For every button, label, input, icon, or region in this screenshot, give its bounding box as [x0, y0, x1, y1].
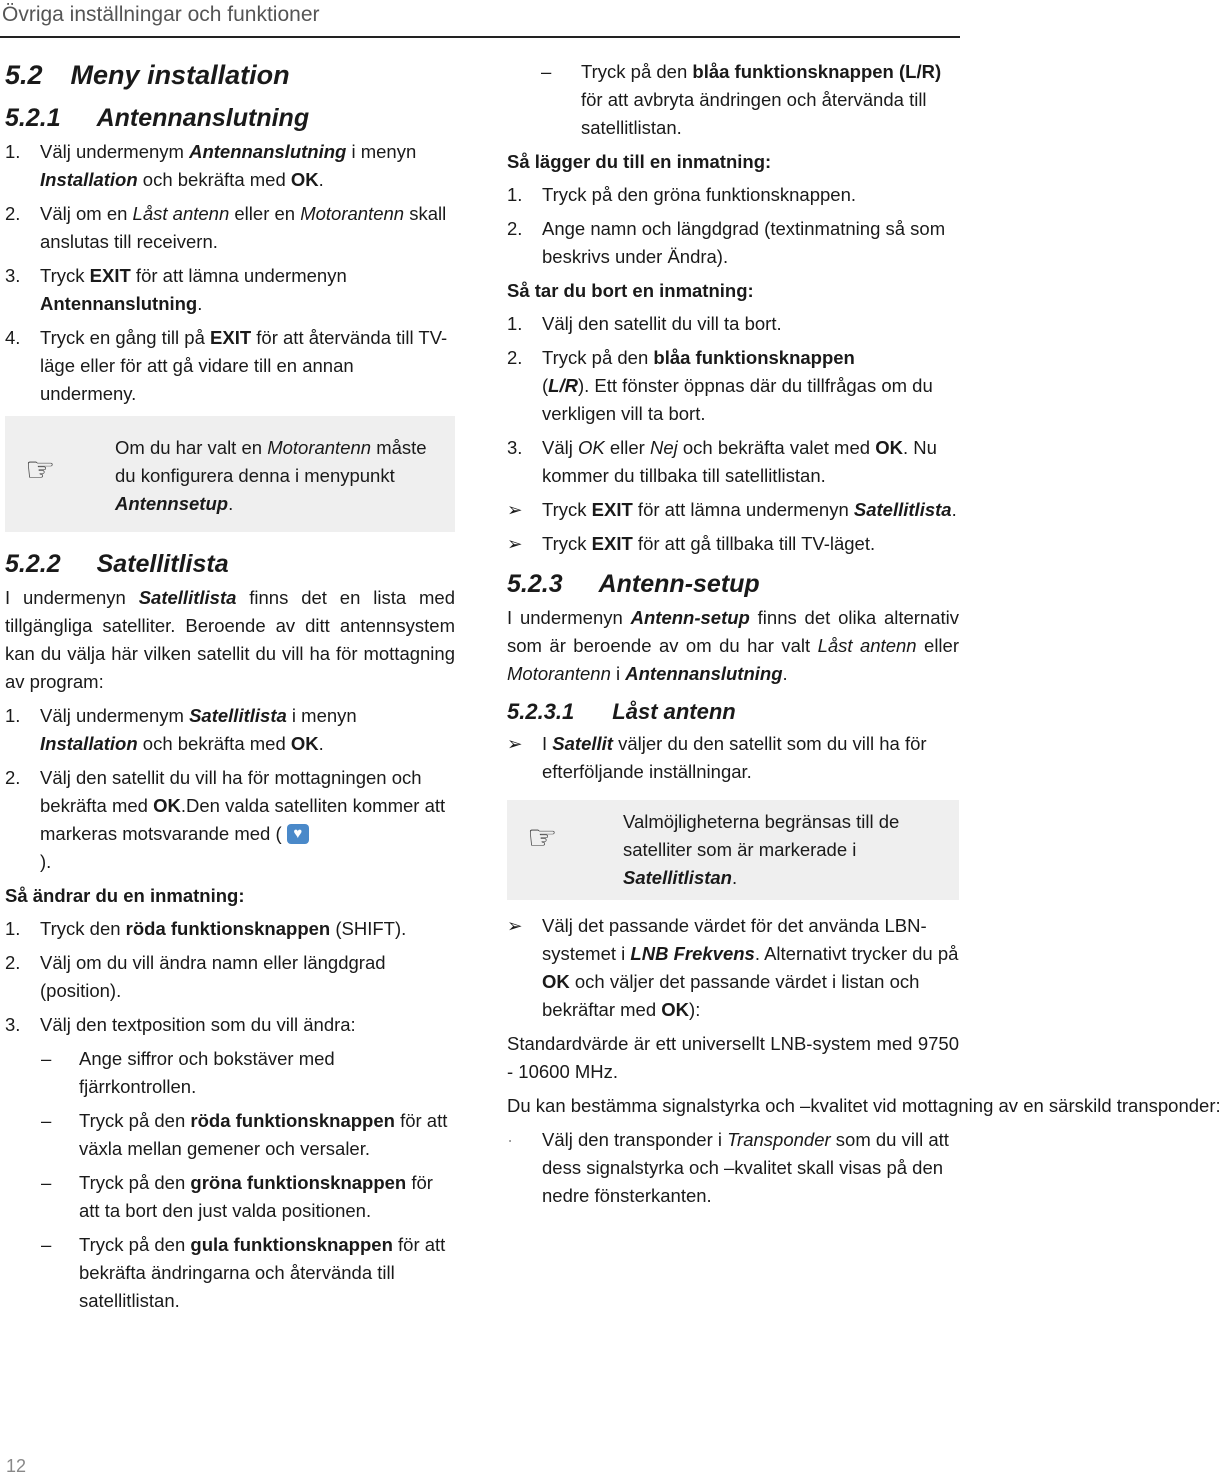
pointing-hand-icon: ☞ — [25, 451, 56, 489]
list-item: 1. Tryck den röda funktionsknappen (SHIFT). — [5, 918, 407, 939]
right-column — [507, 58, 1221, 1216]
arrow-bullet-icon: ➢ — [507, 733, 523, 754]
list-item: · Välj den transponder i Transponder som du vill att dess signalstyrka och –kvalitet skall visas på den nedre fönsterkanten. — [507, 1129, 949, 1206]
note-box: ☞ Valmöjligheterna begränsas till de satelliter som är markerade i Satellitlistan. — [507, 800, 959, 900]
paragraph: Du kan bestämma signalstyrka och –kvalitet vid mottagning av en särskild transponder: — [507, 1095, 1221, 1116]
arrow-item: ➢ Välj det passande värdet för det använda LBN-systemet i LNB Frekvens. Alternativt trycker du på OK och väljer det passande värdet i listan och bekräftar med OK): — [507, 912, 959, 1024]
section-5-2-3-heading: 5.2.3 Antenn-setup — [507, 570, 760, 598]
arrow-item: ➢ I Satellit väljer du den satellit som du vill ha för efterföljande inställningar. — [507, 730, 959, 786]
subheading: Så lägger du till en inmatning: — [507, 151, 772, 172]
arrow-bullet-icon: ➢ — [507, 915, 523, 936]
list-item: 3. Tryck EXIT för att lämna undermenyn Antennanslutning. — [5, 265, 347, 314]
page-number: 12 — [6, 1456, 27, 1476]
dash-item: – Tryck på den blåa funktionsknappen (L/R) för att avbryta ändringen och återvända till satellitlistan. — [541, 61, 942, 138]
left-column — [5, 52, 455, 1321]
paragraph: I undermenyn Satellitlista finns det en lista med tillgängliga satelliter. Beroende av ditt antennsystem kan du välja här vilken satellit du vill ha för mottagning av program: — [5, 587, 455, 692]
subheading: Så ändrar du en inmatning: — [5, 885, 245, 906]
paragraph: Standardvärde är ett universellt LNB-system med 9750 - 10600 MHz. — [507, 1033, 959, 1082]
list-item: 4. Tryck en gång till på EXIT för att återvända till TV-läge eller för att gå vidare till en annan undermeny. — [5, 327, 448, 404]
list-item: 2. Välj om en Låst antenn eller en Motorantenn skall anslutas till receivern. — [5, 203, 447, 252]
arrow-item: ➢ Tryck EXIT för att lämna undermenyn Satellitlista. — [507, 496, 959, 524]
list-item: 1. Välj den satellit du vill ta bort. — [507, 313, 782, 334]
page-header — [0, 0, 960, 38]
list-item: 1. Välj undermenym Satellitlista i menyn Installation och bekräfta med OK. — [5, 705, 357, 754]
list-item: 3. Välj OK eller Nej och bekräfta valet med OK. Nu kommer du tillbaka till satellitlistan. — [507, 437, 937, 486]
note-box: ☞ Om du har valt en Motorantenn måste du konfigurera denna i menypunkt Antennsetup. — [5, 416, 455, 532]
section-5-2-1-heading: 5.2.1 Antennanslutning — [5, 104, 310, 132]
header-title: Övriga inställningar och funktioner — [2, 3, 320, 26]
section-5-2-heading: 5.2 Meny installation — [5, 60, 290, 90]
list-item: 1. Tryck på den gröna funktionsknappen. — [507, 184, 857, 205]
list-item: 2. Välj den satellit du vill ha för mottagningen och bekräfta med OK.Den valda satelliten kommer att markeras motsvarande med ( ♥ ). — [5, 767, 446, 872]
arrow-item: ➢ Tryck EXIT för att gå tillbaka till TV-läget. — [507, 530, 959, 558]
list-item: 2. Tryck på den blåa funktionsknappen (L/R). Ett fönster öppnas där du tillfrågas om du verkligen vill ta bort. — [507, 347, 933, 424]
paragraph: I undermenyn Antenn-setup finns det olika alternativ som är beroende av om du har valt Låst antenn eller Motorantenn i Antennanslutning. — [507, 607, 960, 684]
list-item: 1. Välj undermenym Antennanslutning i menyn Installation och bekräfta med OK. — [5, 141, 417, 190]
list-item: 2. Ange namn och längdgrad (textinmatning så som beskrivs under Ändra). — [507, 218, 946, 267]
dash-item: – Tryck på den röda funktionsknappen för att växla mellan gemener och versaler. — [41, 1110, 448, 1159]
dash-item: – Tryck på den gröna funktionsknappen för att ta bort den just valda positionen. — [41, 1172, 433, 1221]
pointing-hand-icon: ☞ — [527, 819, 558, 857]
list-item: 3. Välj den textposition som du vill ändra: — [5, 1014, 356, 1035]
arrow-bullet-icon: ➢ — [507, 533, 523, 554]
section-5-2-3-1-heading: 5.2.3.1 Låst antenn — [507, 699, 736, 724]
list-item: 2. Välj om du vill ändra namn eller längdgrad (position). — [5, 952, 386, 1001]
dash-item: – Ange siffror och bokstäver med fjärrkontrollen. — [41, 1048, 335, 1097]
dash-item: – Tryck på den gula funktionsknappen för att bekräfta ändringarna och återvända till satellitlistan. — [41, 1234, 446, 1311]
subheading: Så tar du bort en inmatning: — [507, 280, 754, 301]
heart-icon: ♥ — [287, 824, 309, 844]
section-5-2-2-heading: 5.2.2 Satellitlista — [5, 550, 229, 578]
arrow-bullet-icon: ➢ — [507, 499, 523, 520]
